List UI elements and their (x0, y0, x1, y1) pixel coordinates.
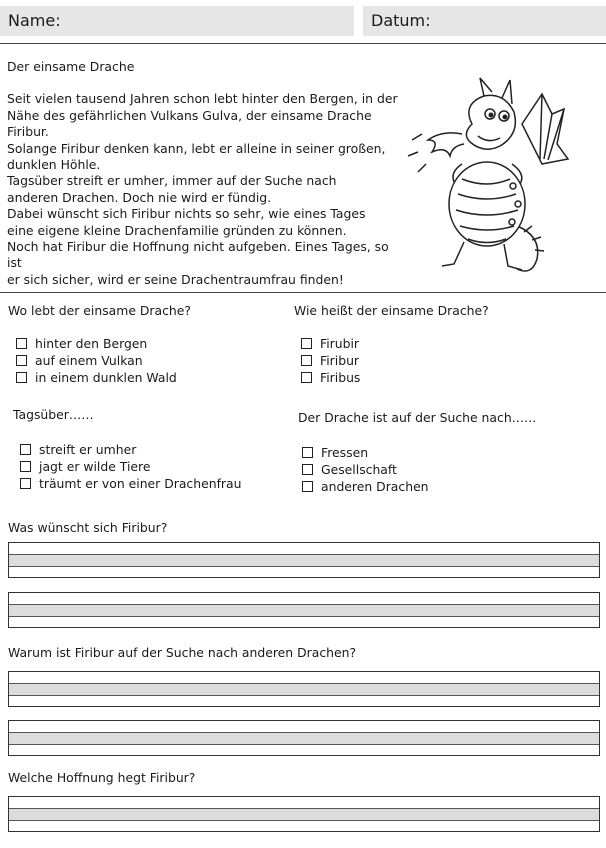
mc-question-name (294, 303, 594, 386)
option-streift-umher[interactable] (20, 441, 293, 458)
checkbox[interactable] (16, 372, 27, 383)
option-anderen-drachen[interactable] (302, 478, 598, 495)
writing-stripe (9, 732, 599, 745)
divider (0, 43, 606, 44)
name-field[interactable] (0, 6, 354, 36)
story-line: Solange Firibur denken kann, lebt er alleine in seiner großen, (7, 140, 386, 156)
story-line: Seit vielen tausend Jahren schon lebt hinter den Bergen, in der (7, 91, 398, 107)
option-hinter-den-bergen[interactable] (16, 335, 278, 352)
option-dunkler-wald[interactable] (16, 369, 278, 386)
checkbox[interactable] (20, 461, 31, 472)
open-question-1: Was wünscht sich Firibur? (8, 520, 168, 535)
answer-lines[interactable] (8, 592, 600, 628)
date-field[interactable] (363, 6, 606, 36)
writing-stripe (9, 554, 599, 567)
answer-lines[interactable] (8, 720, 600, 756)
option-firibur[interactable] (301, 352, 594, 369)
checkbox[interactable] (20, 478, 31, 489)
story-line: dunklen Höhle. (7, 157, 101, 173)
option-label: streift er umher (39, 442, 137, 457)
writing-stripe (9, 604, 599, 617)
checkbox[interactable] (16, 338, 27, 349)
writing-stripe (9, 683, 599, 696)
option-label: träumt er von einer Drachenfrau (39, 476, 242, 491)
option-jagt-wilde-tiere[interactable] (20, 458, 293, 475)
story-line: er sich sicher, wird er seine Drachentraumfrau finden! (7, 271, 344, 287)
story-title: Der einsame Drache (7, 59, 135, 74)
option-fressen[interactable] (302, 444, 598, 461)
checkbox[interactable] (302, 481, 313, 492)
option-traeumt-drachenfrau[interactable] (20, 475, 293, 492)
story-text (7, 59, 407, 288)
answer-lines[interactable] (8, 796, 600, 832)
option-gesellschaft[interactable] (302, 461, 598, 478)
name-label: Name: (8, 11, 61, 30)
option-firubir[interactable] (301, 335, 594, 352)
question-text: Wo lebt der einsame Drache? (8, 303, 191, 318)
question-text: Tagsüber…… (13, 407, 94, 422)
option-label: jagt er wilde Tiere (39, 459, 151, 474)
option-label: Firubir (320, 336, 360, 351)
checkbox[interactable] (302, 447, 313, 458)
mc-question-daytime (13, 407, 293, 492)
checkbox[interactable] (301, 338, 312, 349)
checkbox[interactable] (301, 355, 312, 366)
story-line: eine eigene kleine Drachenfamilie gründen zu können. (7, 222, 347, 238)
checkbox[interactable] (20, 444, 31, 455)
dragon-illustration (392, 64, 572, 286)
option-label: auf einem Vulkan (35, 353, 143, 368)
checkbox[interactable] (16, 355, 27, 366)
story-line: Tagsüber streift er umher, immer auf der Suche nach (7, 173, 337, 189)
question-text: Der Drache ist auf der Suche nach…… (298, 410, 537, 425)
option-firibus[interactable] (301, 369, 594, 386)
story-line: Dabei wünscht sich Firibur nichts so sehr, wie eines Tages (7, 206, 366, 222)
open-question-3: Welche Hoffnung hegt Firibur? (8, 770, 196, 785)
date-label: Datum: (371, 11, 431, 30)
option-label: in einem dunklen Wald (35, 370, 177, 385)
mc-question-search (298, 410, 598, 495)
option-label: Firibur (320, 353, 360, 368)
story-line: Nähe des gefährlichen Vulkans Gulva, der einsame Drache Firibur. (7, 107, 372, 140)
option-label: hinter den Bergen (35, 336, 148, 351)
question-text: Wie heißt der einsame Drache? (294, 303, 489, 318)
divider (0, 292, 606, 293)
option-auf-einem-vulkan[interactable] (16, 352, 278, 369)
answer-lines[interactable] (8, 671, 600, 707)
writing-stripe (9, 808, 599, 821)
open-question-2: Warum ist Firibur auf der Suche nach anderen Drachen? (8, 645, 357, 660)
option-label: Fressen (321, 445, 369, 460)
story-line: Noch hat Firibur die Hoffnung nicht aufgeben. Eines Tages, so ist (7, 239, 389, 271)
checkbox[interactable] (301, 372, 312, 383)
answer-lines[interactable] (8, 542, 600, 578)
story-line: anderen Drachen. Doch nie wird er fündig. (7, 189, 272, 205)
option-label: Firibus (320, 370, 361, 385)
option-label: Gesellschaft (321, 462, 397, 477)
checkbox[interactable] (302, 464, 313, 475)
option-label: anderen Drachen (321, 479, 429, 494)
mc-question-location (8, 303, 278, 386)
